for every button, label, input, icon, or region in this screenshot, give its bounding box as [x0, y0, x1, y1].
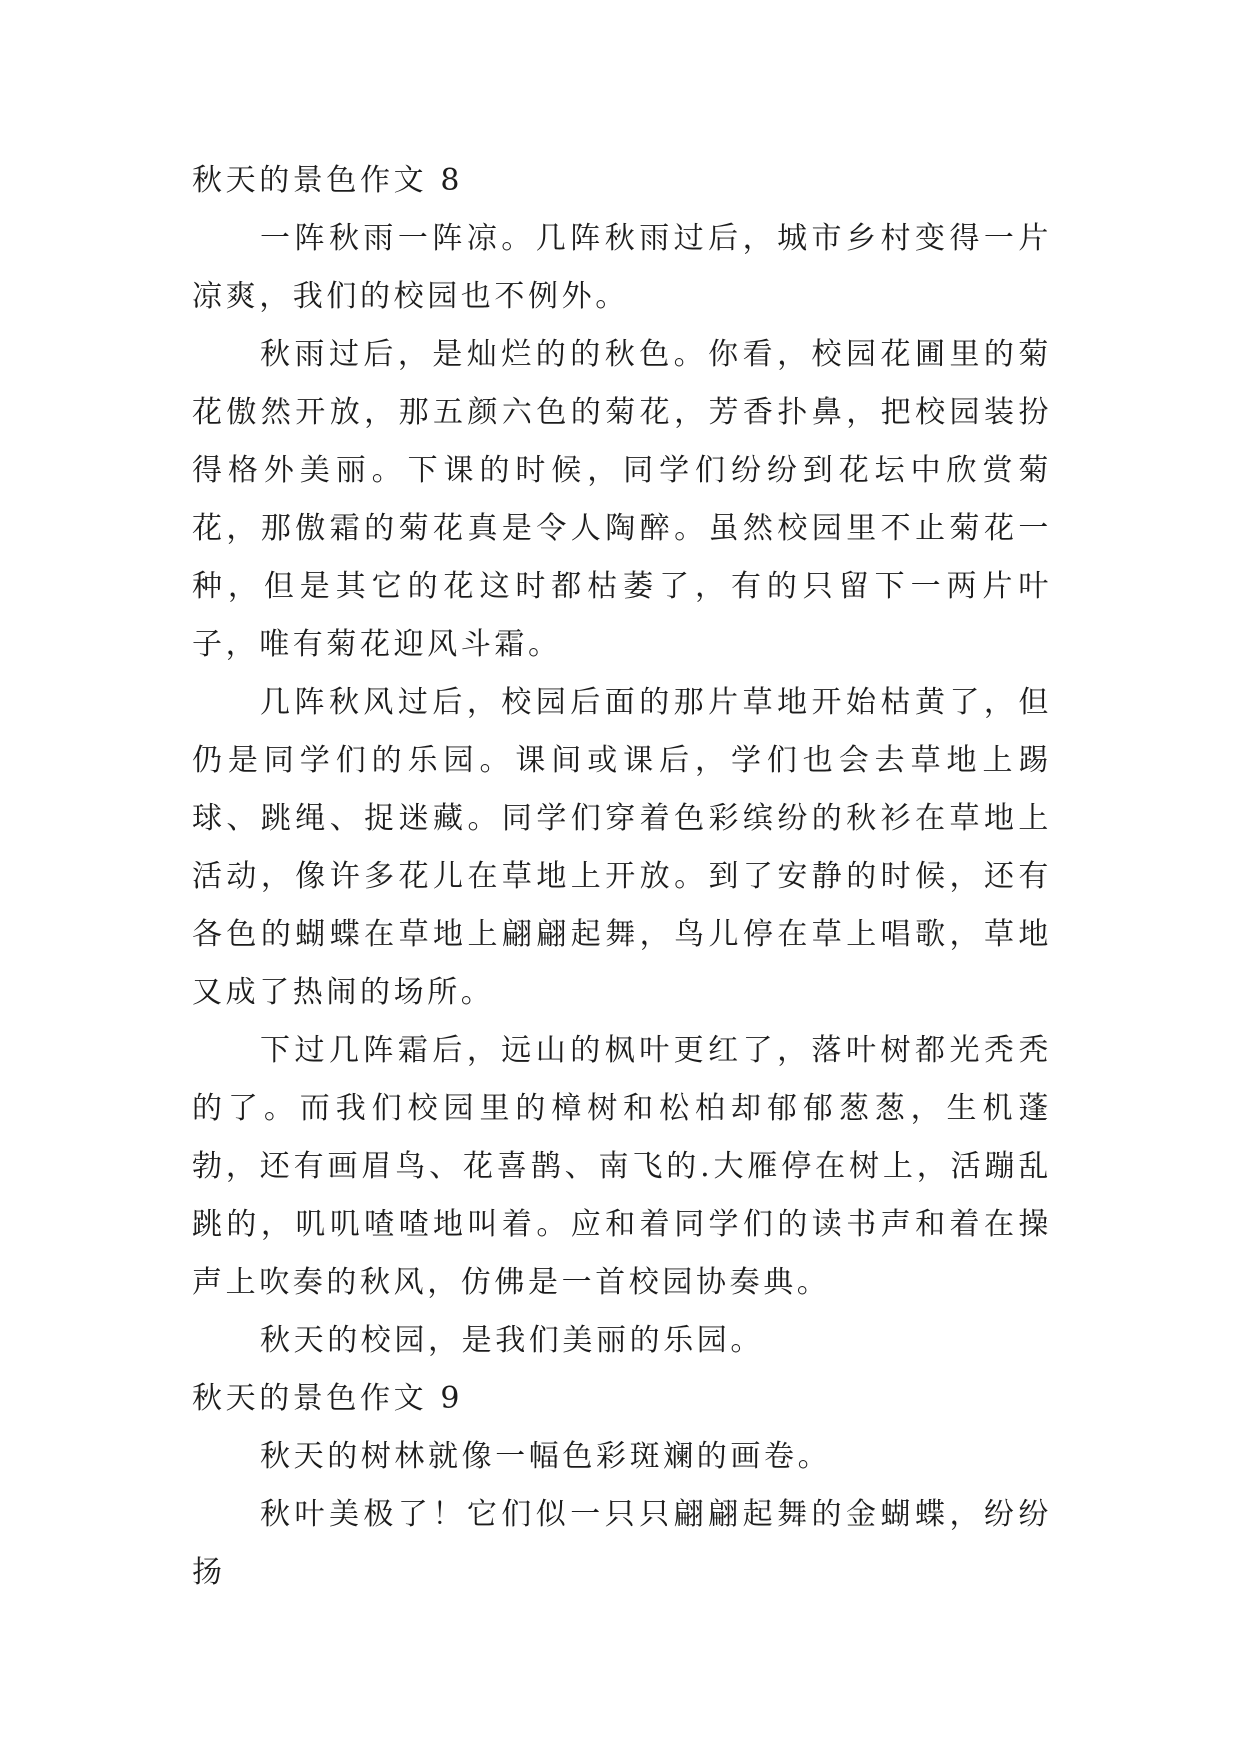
paragraph: 秋天的校园，是我们美丽的乐园。	[260, 1323, 764, 1358]
paragraph: 一阵秋雨一阵凉。几阵秋雨过后，城市乡村变得一片凉爽，我们的校园也不例外。	[192, 221, 1052, 314]
paragraph: 秋雨过后，是灿烂的的秋色。你看，校园花圃里的菊花傲然开放，那五颜六色的菊花，芳香扑鼻，把校园装扮得格外美丽。下课的时候，同学们纷纷到花坛中欣赏菊花，那傲霜的菊花真是令人陶醉。虽然校园里不止菊花一种，但是其它的花这时都枯萎了，有的只留下一两片叶子，唯有菊花迎风斗霜。	[192, 337, 1052, 662]
paragraph: 下过几阵霜后，远山的枫叶更红了，落叶树都光秃秃的了。而我们校园里的樟树和松柏却郁郁葱葱，生机蓬勃，还有画眉鸟、花喜鹊、南飞的.大雁停在树上，活蹦乱跳的，叽叽喳喳地叫着。应和着同学们的读书声和着在操声上吹奏的秋风，仿佛是一首校园协奏典。	[192, 1033, 1052, 1300]
paragraph: 秋天的树林就像一幅色彩斑斓的画卷。	[260, 1439, 832, 1474]
document-body	[192, 152, 1052, 1602]
paragraph: 秋叶美极了！它们似一只只翩翩起舞的金蝴蝶，纷纷扬	[192, 1497, 1052, 1590]
paragraph: 几阵秋风过后，校园后面的那片草地开始枯黄了，但仍是同学们的乐园。课间或课后，学们也会去草地上踢球、跳绳、捉迷藏。同学们穿着色彩缤纷的秋衫在草地上活动，像许多花儿在草地上开放。到了安静的时候，还有各色的蝴蝶在草地上翩翩起舞，鸟儿停在草上唱歌，草地又成了热闹的场所。	[192, 685, 1052, 1010]
section-heading: 秋天的景色作文 9	[192, 1381, 464, 1416]
section-heading: 秋天的景色作文 8	[192, 163, 464, 198]
